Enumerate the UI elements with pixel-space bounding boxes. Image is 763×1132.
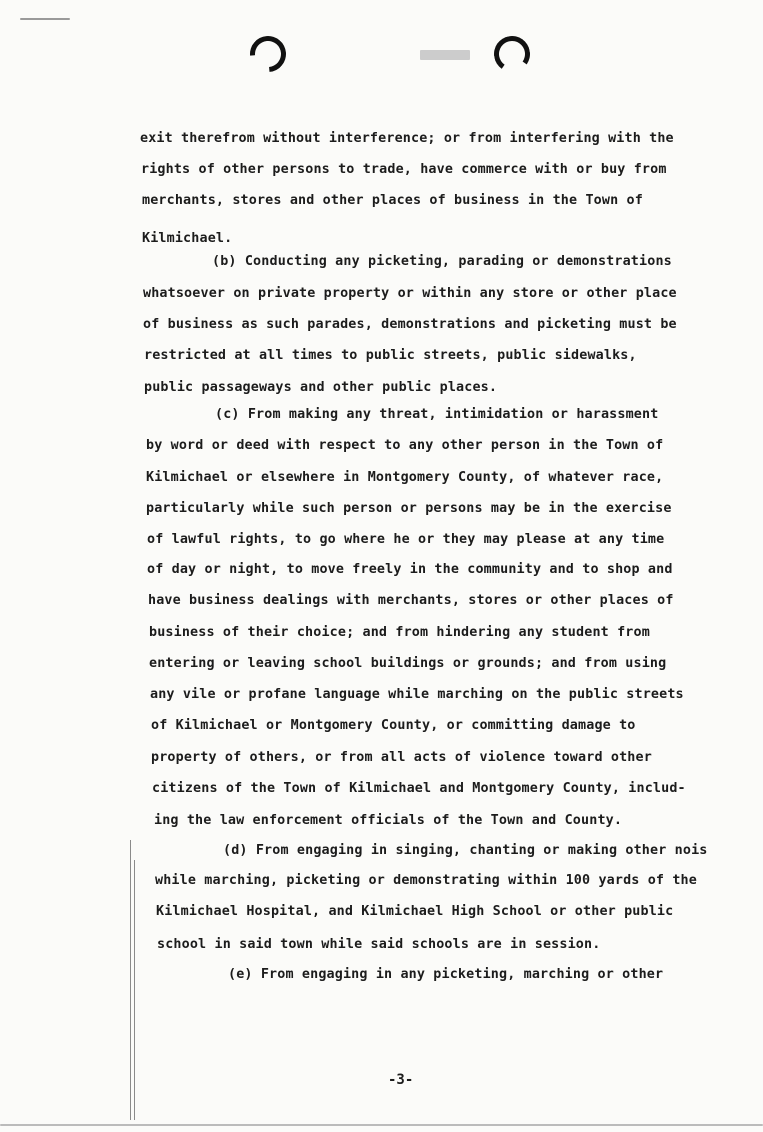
text-line: Kilmichael Hospital, and Kilmichael High School or other public	[156, 904, 674, 919]
binder-hole-left-icon	[243, 29, 294, 80]
text-line: (b) Conducting any picketing, parading or demonstrations	[212, 254, 672, 269]
scan-edge-line	[134, 860, 135, 1120]
text-line: of business as such parades, demonstrations and picketing must be	[143, 317, 677, 332]
binder-hole-right-icon	[491, 33, 533, 75]
text-line: whatsoever on private property or within any store or other place	[143, 286, 677, 301]
text-line: restricted at all times to public streets, public sidewalks,	[144, 348, 637, 363]
text-line: while marching, picketing or demonstrating within 100 yards of the	[155, 873, 697, 888]
text-line: (d) From engaging in singing, chanting or making other nois	[223, 843, 708, 858]
text-line: Kilmichael.	[142, 231, 233, 246]
text-line: (c) From making any threat, intimidation or harassment	[215, 407, 659, 422]
text-line: of day or night, to move freely in the community and to shop and	[147, 562, 673, 577]
text-line: any vile or profane language while marching on the public streets	[150, 687, 684, 702]
text-line: by word or deed with respect to any other person in the Town of	[146, 438, 664, 453]
page-number: -3-	[388, 1072, 414, 1088]
text-line: (e) From engaging in any picketing, marching or other	[228, 967, 664, 982]
text-line: ing the law enforcement officials of the Town and County.	[154, 813, 623, 828]
text-line: public passageways and other public places.	[144, 380, 498, 395]
text-line: school in said town while said schools are in session.	[157, 937, 601, 952]
text-line: merchants, stores and other places of business in the Town of	[142, 193, 643, 208]
text-line: rights of other persons to trade, have commerce with or buy from	[141, 162, 667, 177]
text-line: entering or leaving school buildings or grounds; and from using	[149, 656, 667, 671]
scan-edge-line	[130, 840, 131, 1120]
text-line: citizens of the Town of Kilmichael and Montgomery County, includ-	[152, 781, 686, 796]
text-line: of Kilmichael or Montgomery County, or committing damage to	[151, 718, 636, 733]
text-line: business of their choice; and from hindering any student from	[149, 625, 650, 640]
scan-noise	[420, 50, 470, 60]
text-line: exit therefrom without interference; or from interfering with the	[140, 131, 674, 146]
text-line: have business dealings with merchants, stores or other places of	[148, 593, 674, 608]
text-line: particularly while such person or persons may be in the exercise	[146, 501, 672, 516]
scan-noise	[20, 18, 70, 20]
text-line: property of others, or from all acts of violence toward other	[151, 750, 652, 765]
text-line: Kilmichael or elsewhere in Montgomery County, of whatever race,	[146, 470, 664, 485]
text-line: of lawful rights, to go where he or they may please at any time	[147, 532, 665, 547]
scan-bottom-edge	[0, 1124, 763, 1126]
